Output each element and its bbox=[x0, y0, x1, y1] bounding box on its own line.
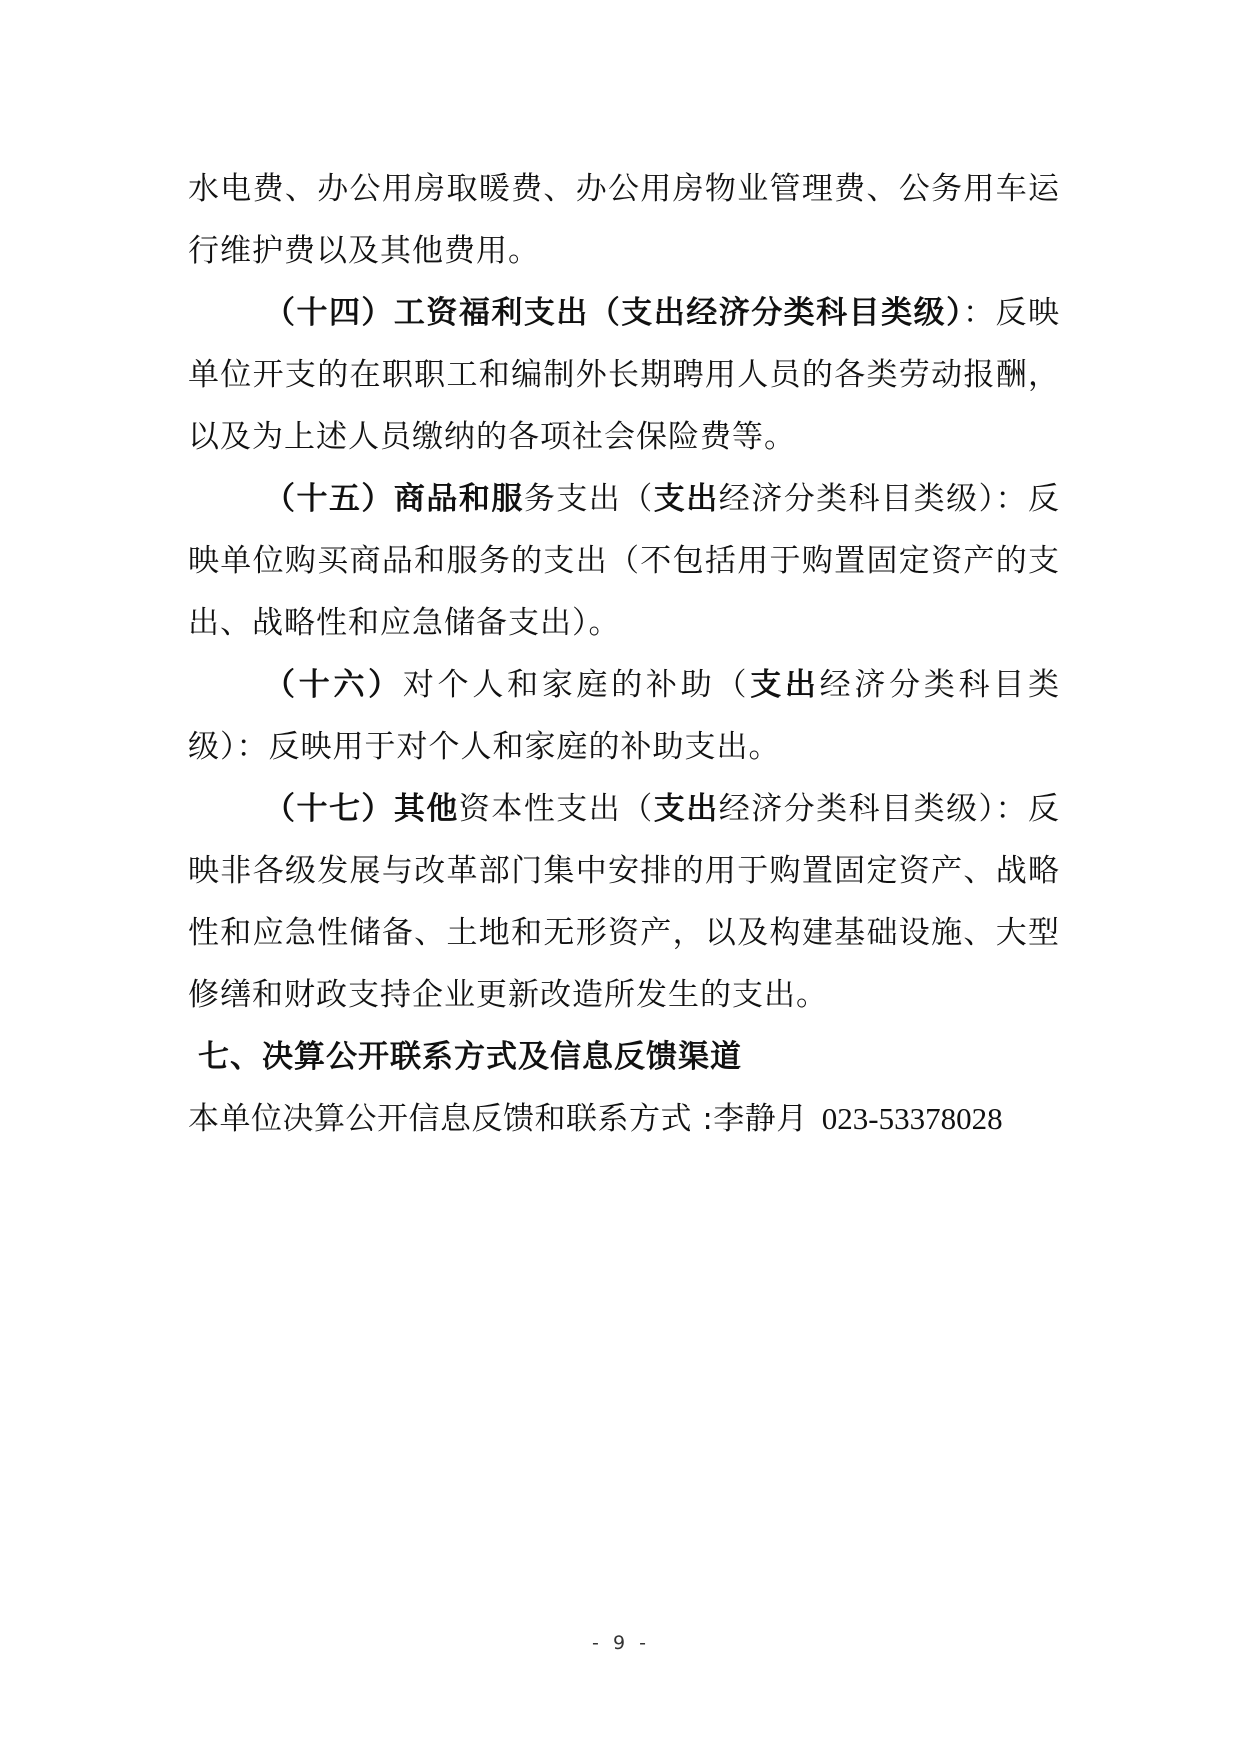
paragraph-goods-services bbox=[188, 468, 1060, 654]
paragraph-text: 水电费、办公用房取暖费、办公用房物业管理费、公务用车运行维护费以及其他费用。 bbox=[188, 171, 1060, 269]
contact-label: 本单位决算公开信息反馈和联系方式 :李静月 bbox=[188, 1101, 808, 1137]
page-number: - 9 - bbox=[592, 1632, 650, 1654]
paragraph-heading: （十六） bbox=[264, 667, 403, 703]
paragraph-salary-welfare bbox=[188, 282, 1060, 468]
paragraph-heading-cont: 对个人和家庭的补助（ bbox=[402, 667, 751, 703]
paragraph-heading: （十四）工资福利支出（支出 bbox=[264, 295, 687, 331]
section-heading-rest: 联系方式及信息反馈渠道 bbox=[390, 1039, 742, 1075]
paragraph-other-capital bbox=[188, 778, 1060, 1026]
paragraph-text: ：反映非各级发展与改革部门集中安排的用于购置固定资产、战略性和应急性储备、土地和无形资产，以及构建基础设施、大型修缮和财政支持企业更新改造所发生的支出。 bbox=[188, 791, 1061, 1013]
paragraph-heading: （十五）商品和服 bbox=[264, 481, 524, 517]
paragraph-heading-bold: 支出 bbox=[750, 667, 820, 703]
paragraph-heading-cont: 务支出（ bbox=[523, 481, 654, 517]
paragraph-text: ：反映单位购买商品和服务的支出（不包括用于购置固定资产的支出、战略性和应急储备支出）。 bbox=[188, 481, 1061, 641]
paragraph-heading-bold: 支出 bbox=[653, 481, 719, 517]
contact-line bbox=[188, 1088, 1060, 1150]
document-body bbox=[188, 158, 1060, 1150]
section-heading-contact bbox=[188, 1026, 1060, 1088]
paragraph-text: ：反映单位开支的在职职工和编制外长期聘用人员的各类劳动报酬，以及为上述人员缴纳的各项社会保险费等。 bbox=[188, 295, 1061, 455]
paragraph-heading: （十七）其他 bbox=[264, 791, 459, 827]
paragraph-household-subsidy bbox=[188, 654, 1060, 778]
paragraph-heading-tail: 经济分类科目类级） bbox=[718, 791, 996, 827]
paragraph-heading-cont: 经济分类科目类级） bbox=[686, 295, 964, 331]
paragraph-continuation bbox=[188, 158, 1060, 282]
contact-phone: 023-53378028 bbox=[821, 1101, 1003, 1136]
paragraph-text: ：反映用于对个人和家庭的补助支出。 bbox=[236, 729, 781, 765]
paragraph-heading-tail: 经济分类科目类级） bbox=[188, 667, 1061, 765]
paragraph-heading-tail: 经济分类科目类级） bbox=[718, 481, 996, 517]
paragraph-heading-cont: 资本性支出（ bbox=[458, 791, 654, 827]
paragraph-heading-bold: 支出 bbox=[653, 791, 719, 827]
section-heading-bold: 七、决算公开 bbox=[198, 1039, 390, 1075]
